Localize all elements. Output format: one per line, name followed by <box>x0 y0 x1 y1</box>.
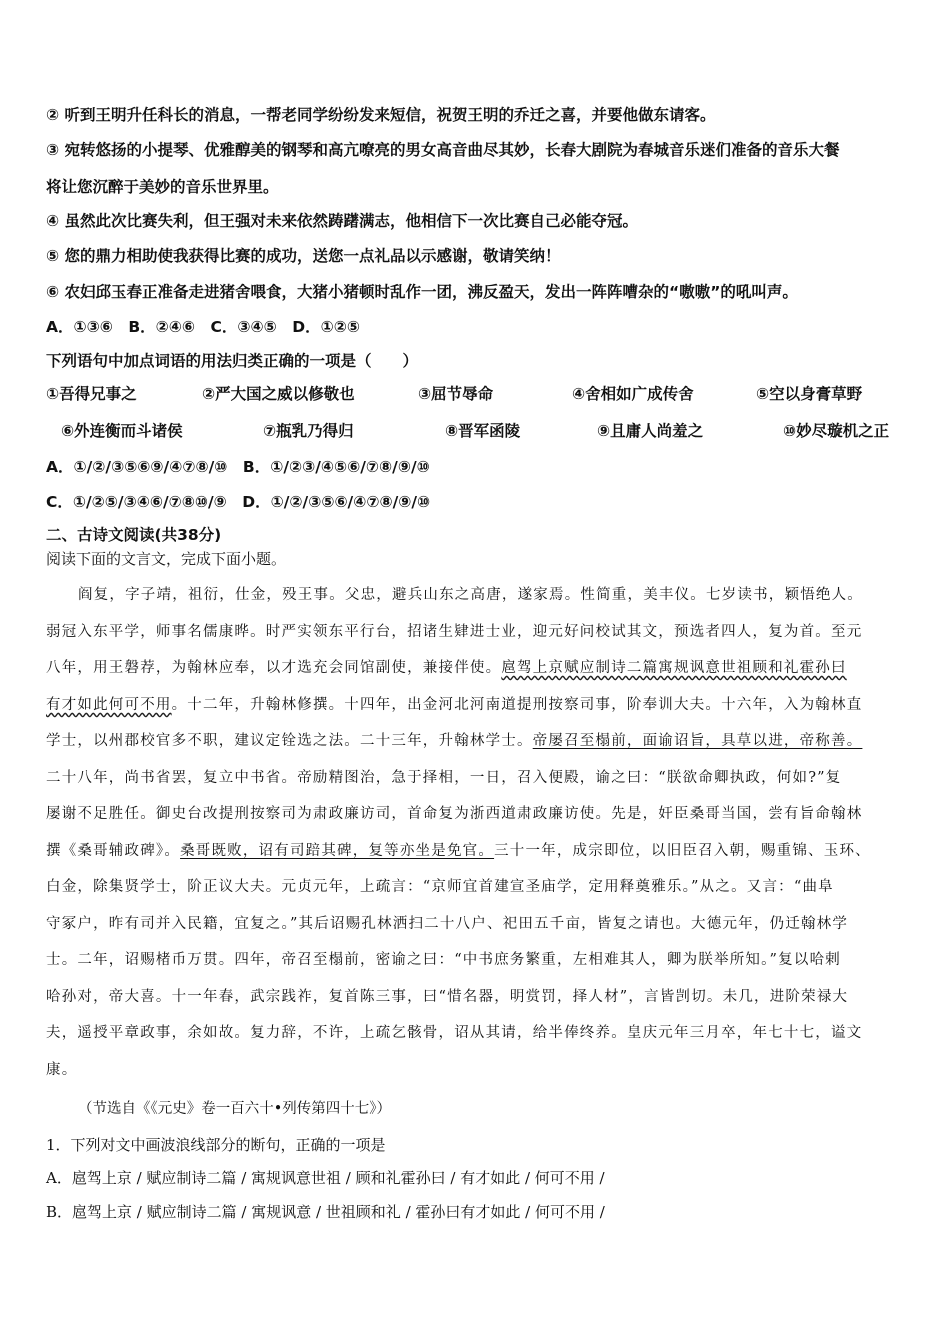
passage-line-13: 夫，遥授平章政事，余如故。复力辞，不许，上疏乞骸骨，诏从其请，给半俸终养。皇庆元年三月卒，年七十七，谥文 <box>46 1025 863 1041</box>
passage-line-6: 二十八年，尚书省罢，复立中书省。帝励精图治，急于择相，一日，召入便殿，谕之曰：“朕欲命卿执政，何如?”复 <box>46 770 842 786</box>
passage-line-2: 弱冠入东平学，师事名儒康晔。时严实领东平行台，招诸生肄进士业，迎元好问校试其文，预选者四人，复为首。至元 <box>46 624 863 640</box>
sentence-1: ①吾得兄事之 <box>46 385 137 403</box>
passage-line-8 <box>46 839 871 860</box>
section-instruction: 阅读下面的文言文，完成下面小题。 <box>46 550 287 568</box>
passage-line-8a: 撰《桑哥辅政碑》。 <box>46 843 181 859</box>
question-stem: 下列语句中加点词语的用法归类正确的一项是（ ） <box>46 352 419 370</box>
q1-option-a: A．扈驾上京 / 赋应制诗二篇 / 寓规讽意世祖 / 顾和礼霍孙曰 / 有才如此 / 何可不用 / <box>46 1169 605 1187</box>
q1-stem: 1．下列对文中画波浪线部分的断句，正确的一项是 <box>46 1136 386 1154</box>
item-4: ④ 虽然此次比赛失利，但王强对未来依然踌躇满志，他相信下一次比赛自己必能夺冠。 <box>46 212 639 230</box>
item-5: ⑤ 您的鼎力相助使我获得比赛的成功，送您一点礼品以示感谢，敬请笑纳！ <box>46 247 561 265</box>
sentence-4: ④舍相如广成传舍 <box>572 385 694 403</box>
item-2: ② 听到王明升任科长的消息，一帮老同学纷纷发来短信，祝贺王明的乔迁之喜，并要他做东请客。 <box>46 106 716 124</box>
options-ab: A．①/②/③⑤⑥⑨/④⑦⑧/⑩ B．①/②③/④⑤⑥/⑦⑧/⑨/⑩ <box>46 458 430 476</box>
answer-options: A．①③⑥ B．②④⑥ C．③④⑤ D．①②⑤ <box>46 318 361 336</box>
sentence-2: ②严大国之威以修敬也 <box>202 385 355 403</box>
underlined-sentence-1: 帝屡召至榻前，面谕诏旨，具草以进，帝称善。 <box>532 733 863 749</box>
sentence-6: ⑥外连衡而斗诸侯 <box>61 422 183 440</box>
passage-line-8c: 三十一年，成宗即位，以旧臣召入朝，赐重锦、玉环、 <box>494 843 871 859</box>
sentence-row-2 <box>61 419 889 441</box>
wavy-segment-2: 有才如此何可不用 <box>46 697 172 713</box>
q1-option-b: B．扈驾上京 / 赋应制诗二篇 / 寓规讽意 / 世祖顾和礼 / 霍孙曰有才如此 / 何可不用 / <box>46 1203 605 1221</box>
item-6: ⑥ 农妇邱玉春正准备走进猪舍喂食，大猪小猪顿时乱作一团，沸反盈天，发出一阵阵嘈杂的“嗷嗷”的吼叫声。 <box>46 283 798 301</box>
passage-line-1: 阎复，字子靖，祖衍，仕金，殁王事。父忠，避兵山东之高唐，遂家焉。性简重，美丰仪。七岁读书，颖悟绝人。 <box>78 587 863 603</box>
passage-line-14: 康。 <box>46 1062 78 1078</box>
passage-line-5a: 学士，以州郡校官多不职，建议定铨选之法。二十三年，升翰林学士。 <box>46 733 533 749</box>
sentence-9: ⑨且庸人尚羞之 <box>597 422 704 440</box>
passage-source: （节选自《《元史》卷一百六十•列传第四十七》） <box>78 1101 392 1117</box>
passage-line-9: 白金，除集贤学士，阶正议大夫。元贞元年，上疏言：“京师宜首建宣圣庙学，定用释奠雅乐。”从之。又言：“曲阜 <box>46 879 834 895</box>
sentence-3: ③屈节辱命 <box>418 385 494 403</box>
passage-line-12: 哈孙对，帝大喜。十一年春，武宗践祚，复首陈三事，曰“惜名器，明赏罚，择人材”，言皆剀切。未几，进阶荣禄大 <box>46 989 849 1005</box>
passage-line-11: 士。二年，诏赐楮币万贯。四年，帝召至榻前，密谕之曰：“中书庶务繁重，左相难其人，卿为朕举所知。”复以哈剌 <box>46 952 841 968</box>
passage-line-4 <box>46 693 862 714</box>
underlined-sentence-2: 桑哥既败，诏有司踣其碑，复等亦坐是免官。 <box>180 843 495 859</box>
sentence-row-1 <box>46 382 862 404</box>
sentence-8: ⑧晋军函陵 <box>445 422 521 440</box>
item-3-line-1: ③ 宛转悠扬的小提琴、优雅醇美的钢琴和高亢嘹亮的男女高音曲尽其妙，长春大剧院为春城音乐迷们准备的音乐大餐 <box>46 141 840 159</box>
wavy-segment-1: 扈驾上京赋应制诗二篇寓规讽意世祖顾和礼霍孙曰 <box>501 660 847 676</box>
passage-line-4b: 。十二年，升翰林修撰。十四年，出金河北河南道提刑按察司事，阶奉训大夫。十六年，入为翰林直 <box>171 697 863 713</box>
item-3-line-2: 将让您沉醉于美妙的音乐世界里。 <box>46 178 279 196</box>
passage-line-3a: 八年，用王磐荐，为翰林应奉，以才选充会同馆副使，兼接伴使。 <box>46 660 502 676</box>
passage-line-3 <box>46 656 847 677</box>
passage-line-7: 屡谢不足胜任。御史台改提刑按察司为肃政廉访司，首命复为浙西道肃政廉访使。先是，奸臣桑哥当国，尝有旨命翰林 <box>46 806 863 822</box>
sentence-10: ⑩妙尽璇机之正 <box>783 422 890 440</box>
options-cd: C．①/②⑤/③④⑥/⑦⑧⑩/⑨ D．①/②/③⑤⑥/④⑦⑧/⑨/⑩ <box>46 493 431 511</box>
passage-line-10: 守冢户，昨有司并入民籍，宜复之。”其后诏赐孔林洒扫二十八户、祀田五千亩，皆复之请也。大德元年，仍迁翰林学 <box>46 916 849 932</box>
sentence-7: ⑦瓶乳乃得归 <box>263 422 354 440</box>
section-heading: 二、古诗文阅读(共38分) <box>46 526 222 544</box>
passage-line-5 <box>46 729 862 750</box>
sentence-5: ⑤空以身膏草野 <box>756 385 863 403</box>
